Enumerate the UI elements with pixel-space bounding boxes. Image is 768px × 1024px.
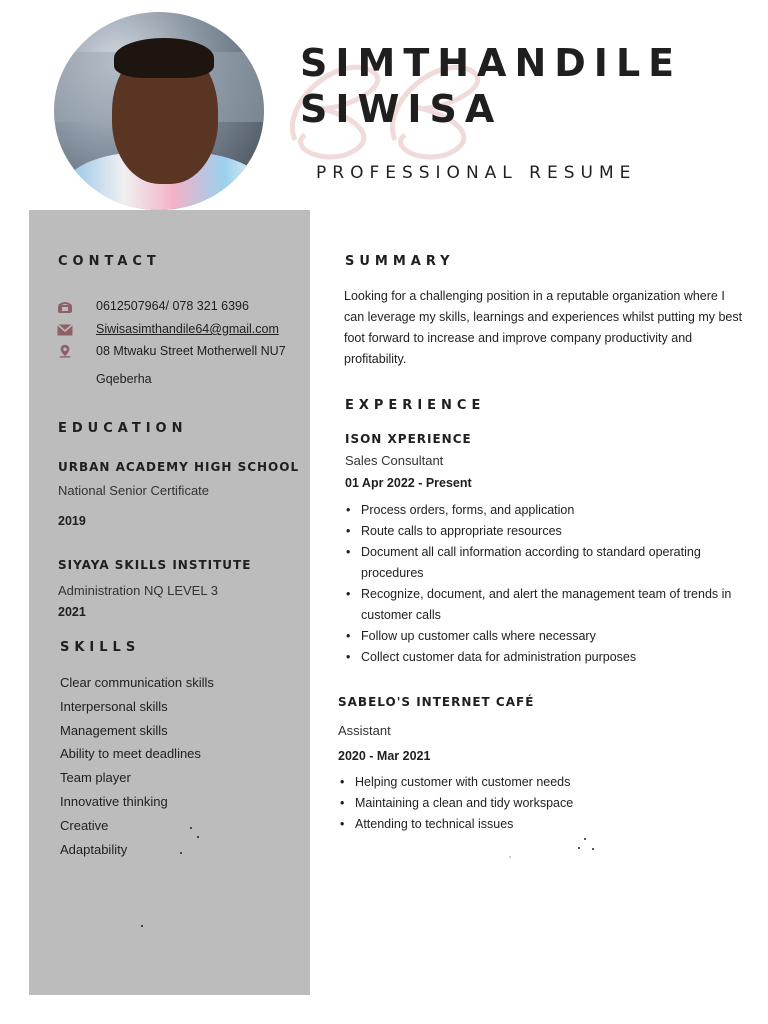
contact-address-line2: Gqeberha [96, 372, 152, 386]
skill-item: Ability to meet deadlines [60, 746, 201, 761]
education-school: URBAN ACADEMY HIGH SCHOOL [58, 460, 300, 474]
job-duty-item: • Process orders, forms, and application [344, 500, 744, 521]
education-qualification: National Senior Certificate [58, 483, 210, 498]
location-pin-icon [57, 344, 73, 358]
scan-speck [197, 836, 199, 838]
job-duty-item: • Helping customer with customer needs [338, 772, 738, 793]
skill-item: Innovative thinking [60, 794, 168, 809]
scan-speck [180, 852, 182, 854]
skill-item: Clear communication skills [60, 675, 214, 690]
job-duty-item: • Route calls to appropriate resources [344, 521, 744, 542]
name-line-2: SIWISA [300, 87, 503, 131]
scan-speck [592, 848, 594, 850]
job-duties-list [344, 500, 744, 668]
job-role: Assistant [338, 723, 391, 738]
job-duty-item: • Collect customer data for administration purposes [344, 647, 744, 668]
job-company: SABELO'S INTERNET CAFÉ [338, 695, 535, 709]
contact-email-link[interactable]: Siwisasimthandile64@gmail.com [96, 322, 279, 336]
resume-subtitle: PROFESSIONAL RESUME [316, 163, 637, 183]
job-role: Sales Consultant [345, 453, 444, 468]
contact-heading: CONTACT [58, 254, 161, 269]
summary-heading: SUMMARY [345, 254, 455, 269]
contact-phone: 0612507964/ 078 321 6396 [96, 299, 249, 313]
job-dates: 01 Apr 2022 - Present [345, 476, 472, 490]
job-duty-item: • Maintaining a clean and tidy workspace [338, 793, 738, 814]
education-qualification: Administration NQ LEVEL 3 [58, 583, 218, 598]
job-company: ISON XPERIENCE [345, 432, 472, 446]
education-school: SIYAYA SKILLS INSTITUTE [58, 558, 252, 572]
education-year: 2021 [58, 605, 86, 619]
summary-text: Looking for a challenging position in a reputable organization where I can leverage my skills, learnings and experiences whilst putting my best foot forward to increase and improve company productivity and profitability. [344, 289, 743, 366]
education-heading: EDUCATION [58, 421, 188, 436]
skills-heading: SKILLS [60, 640, 141, 655]
job-duty-item: • Recognize, document, and alert the management team of trends in customer calls [344, 584, 744, 626]
experience-heading: EXPERIENCE [345, 398, 486, 413]
candidate-name [300, 40, 682, 132]
job-dates: 2020 - Mar 2021 [338, 749, 431, 763]
skill-item: Creative [60, 818, 109, 833]
phone-icon [57, 300, 73, 314]
scan-speck [141, 925, 143, 927]
job-duty-item: • Follow up customer calls where necessary [344, 626, 744, 647]
scan-speck [578, 847, 580, 849]
skill-item: Interpersonal skills [60, 699, 168, 714]
contact-address-line1: 08 Mtwaku Street Motherwell NU7 [96, 344, 286, 358]
mail-icon [57, 323, 73, 337]
scan-speck [509, 856, 511, 858]
skill-item: Adaptability [60, 842, 128, 857]
education-year: 2019 [58, 514, 86, 528]
scan-speck [584, 838, 586, 840]
job-duties-list [338, 772, 738, 835]
name-line-1: SIMTHANDILE [300, 41, 683, 85]
job-duty-item: • Attending to technical issues [338, 814, 738, 835]
profile-photo [54, 12, 264, 210]
job-duty-item: • Document all call information according to standard operating procedures [344, 542, 744, 584]
scan-speck [190, 827, 192, 829]
skill-item: Team player [60, 770, 131, 785]
skill-item: Management skills [60, 723, 168, 738]
